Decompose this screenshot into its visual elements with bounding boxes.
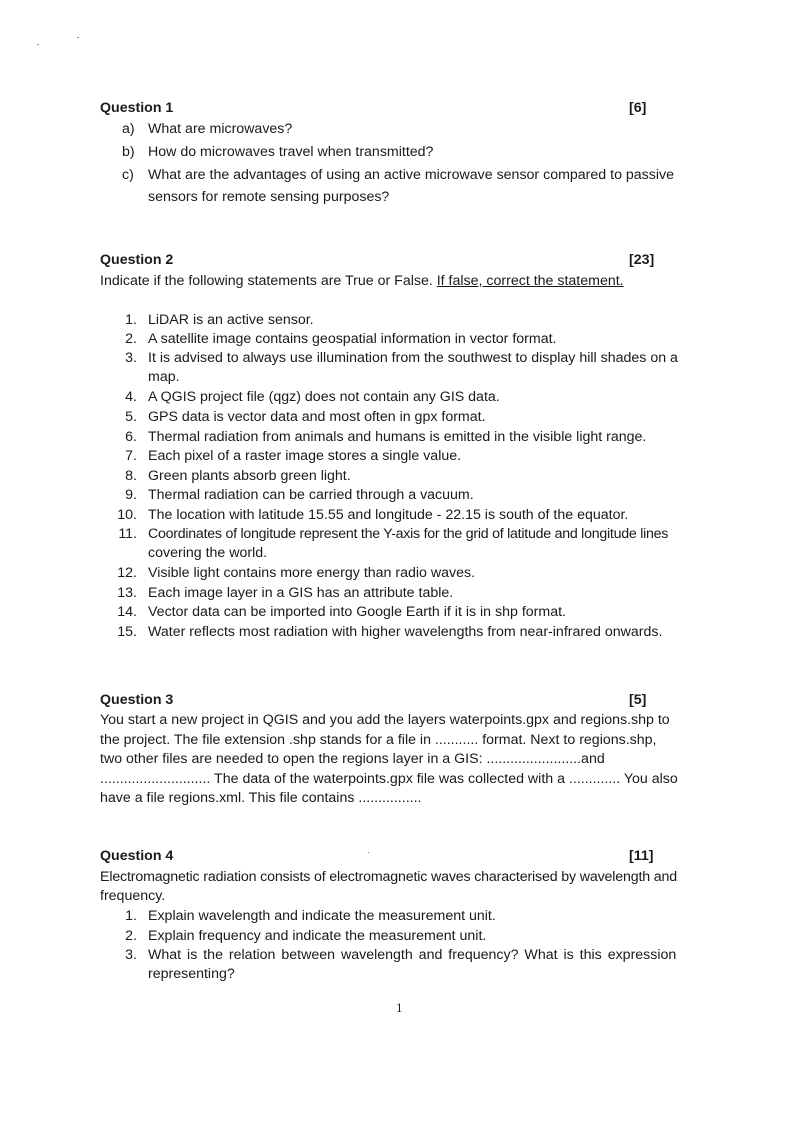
list-item <box>122 120 293 140</box>
item-text: It is advised to always use illumination from the southwest to display hill shades on a <box>148 350 678 366</box>
paragraph-line: the project. The file extension .shp stands for a file in ........... format. Next to regions.shp, <box>100 732 657 748</box>
item-number: 2. <box>125 331 137 347</box>
item-text: GPS data is vector data and most often in gpx format. <box>148 409 486 425</box>
item-number: 4. <box>125 389 137 405</box>
item-number: 14. <box>117 604 137 620</box>
paragraph-line: ............................ The data of the waterpoints.gpx file was collected with a ............. You also <box>100 771 678 787</box>
item-text: Each pixel of a raster image stores a single value. <box>148 448 462 464</box>
item-text: What are the advantages of using an active microwave sensor compared to passive <box>148 167 675 183</box>
question-4-title: Question 4 <box>100 848 174 864</box>
item-text: A satellite image contains geospatial information in vector format. <box>148 331 557 347</box>
scan-speck <box>368 852 369 853</box>
paragraph-line: Electromagnetic radiation consists of electromagnetic waves characterised by wavelength and <box>100 869 678 885</box>
item-label: b) <box>122 144 135 160</box>
item-text-continued: sensors for remote sensing purposes? <box>148 189 390 205</box>
item-number: 15. <box>117 624 137 640</box>
paragraph-line: You start a new project in QGIS and you add the layers waterpoints.gpx and regions.shp to <box>100 712 670 728</box>
item-text: How do microwaves travel when transmitted? <box>148 144 434 160</box>
item-number: 10. <box>117 507 137 523</box>
item-number: 13. <box>117 585 137 601</box>
list-item <box>122 166 675 205</box>
question-4-marks: [11] <box>629 848 654 864</box>
question-3-marks: [5] <box>629 692 647 708</box>
item-text: Thermal radiation can be carried through a vacuum. <box>148 487 474 503</box>
item-text: Each image layer in a GIS has an attribute table. <box>148 585 454 601</box>
item-number: 5. <box>125 409 137 425</box>
question-2-instructions <box>100 272 624 292</box>
item-text: Explain wavelength and indicate the measurement unit. <box>148 908 496 924</box>
instruction-underlined: If false, correct the statement. <box>436 273 624 289</box>
item-number: 1. <box>125 312 137 328</box>
question-2-title: Question 2 <box>100 252 174 268</box>
list-item <box>122 143 434 163</box>
question-1-marks: [6] <box>629 100 647 116</box>
item-number: 1. <box>125 908 137 924</box>
item-text: What are microwaves? <box>148 121 293 137</box>
item-label: c) <box>122 167 134 183</box>
item-text-continued: map. <box>148 369 180 385</box>
question-2-marks: [23] <box>629 252 655 268</box>
question-3-title: Question 3 <box>100 692 174 708</box>
item-number: 8. <box>125 468 137 484</box>
item-text: Visible light contains more energy than radio waves. <box>148 565 476 581</box>
item-text: The location with latitude 15.55 and longitude - 22.15 is south of the equator. <box>148 507 629 523</box>
paragraph-line: frequency. <box>100 888 166 904</box>
scan-speck <box>77 37 79 38</box>
instruction-text: Indicate if the following statements are True or False. <box>100 273 437 289</box>
item-number: 12. <box>117 565 137 581</box>
item-number: 11. <box>118 526 137 542</box>
item-text: Water reflects most radiation with higher wavelengths from near-infrared onwards. <box>148 624 663 640</box>
item-text: Green plants absorb green light. <box>148 468 351 484</box>
item-text: A QGIS project file (qgz) does not contain any GIS data. <box>148 389 500 405</box>
scan-speck <box>37 44 39 45</box>
item-text: Vector data can be imported into Google Earth if it is in shp format. <box>148 604 566 620</box>
item-text: Explain frequency and indicate the measurement unit. <box>148 928 487 944</box>
item-number: 2. <box>125 928 137 944</box>
item-text: Coordinates of longitude represent the Y-axis for the grid of latitude and longitude lines <box>148 526 669 542</box>
item-text: LiDAR is an active sensor. <box>148 312 314 328</box>
item-text-continued: covering the world. <box>148 545 268 561</box>
question-1-title: Question 1 <box>100 100 174 116</box>
item-number: 6. <box>125 429 137 445</box>
page-number: 1 <box>396 1000 403 1015</box>
item-number: 7. <box>125 448 137 464</box>
item-number: 3. <box>125 350 137 366</box>
item-number: 9. <box>125 487 137 503</box>
item-label: a) <box>122 121 135 137</box>
item-number: 3. <box>125 947 137 963</box>
item-text: What is the relation between wavelength and frequency? What is this expression <box>148 947 677 963</box>
paragraph-line: have a file regions.xml. This file contains ................ <box>100 790 422 806</box>
item-text-continued: representing? <box>148 966 235 982</box>
item-text: Thermal radiation from animals and humans is emitted in the visible light range. <box>148 429 647 445</box>
paragraph-line: two other files are needed to open the regions layer in a GIS: ........................and <box>100 751 605 767</box>
